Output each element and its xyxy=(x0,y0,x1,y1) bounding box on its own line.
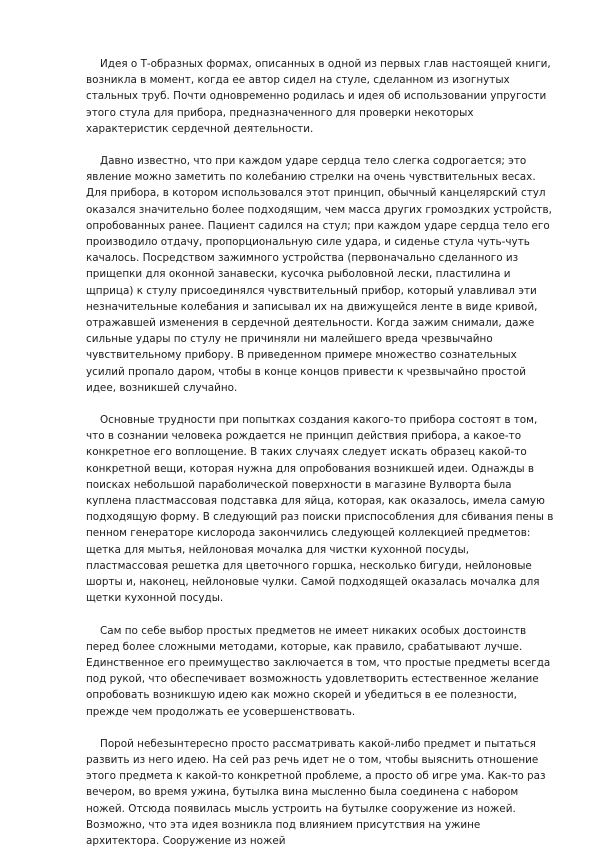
paragraph-1: Идея о Т-образных формах, описанных в одной из первых глав настоящей книги, возникла в момент, когда ее автор сидел на стуле, сделанном из изогнутых стальных труб. Почти одновременно родилась и идея об использовании упругости этого стула для прибора, предназначенного для проверки некоторых характеристик сердечной деятельности. xyxy=(86,58,551,135)
paragraph-3: Основные трудности при попытках создания какого-то прибора состоят в том, что в сознании человека рождается не принцип действия прибора, а какое-то конкретное его воплощение. В таких случаях следует искать образец какой-то конкретной вещи, которая нужна для опробования возникшей идеи. Однажды в поисках небольшой параболической поверхности в магазине Вулворта была куплена пластмассовая подставка для яйца, которая, как оказалось, имела самую подходящую форму. В следующий раз поиски приспособления для сбивания пены в пенном генераторе кислорода закончились следующей коллекцией предметов: щетка для мытья, нейлоновая мочалка для чистки кухонной посуды, пластмассовая решетка для цветочного горшка, несколько бигуди, нейлоновые шорты и, наконец, нейлоновые чулки. Самой подходящей оказалась мочалка для щетки кухонной посуды. xyxy=(86,414,554,605)
document-page xyxy=(86,56,554,865)
paragraph-4: Сам по себе выбор простых предметов не имеет никаких особых достоинств перед более сложными методами, которые, как правило, срабатывают лучше. Единственное его преимущество заключается в том, что простые предметы всегда под рукой, что обеспечивает возможность удовлетворить естественное желание опробовать возникшую идею как можно скорей и убедиться в ее полезности, прежде чем продолжать ее усовершенствовать. xyxy=(86,624,551,718)
paragraph-2: Давно известно, что при каждом ударе сердца тело слегка содрогается; это явление можно заметить по колебанию стрелки на очень чувствительных весах. Для прибора, в котором использовался этот принцип, обычный канцелярский стул оказался значительно более подходящим, чем масса других громоздких устройств, опробованных ранее. Пациент садился на стул; при каждом ударе сердца тело его производило отдачу, пропорциональную силе удара, и сиденье стула чуть-чуть качалось. Посредством зажимного устройства (первоначально сделанного из прищепки для оконной занавески, кусочка рыболовной лески, пластилина и щприца) к стулу присоединялся чувствительный прибор, который улавливал эти незначительные колебания и записывал их на движущейся ленте в виде кривой, отражавшей изменения в сердечной деятельности. Когда зажим снимали, даже сильные удары по стулу не причиняли ни малейшего вреда чрезвычайно чувствительному прибору. В приведенном примере множество сознательных усилий пропало даром, чтобы в конце концов привести к чрезвычайно простой идее, возникшей случайно. xyxy=(86,155,552,394)
paragraph-5: Порой небезынтересно просто рассматривать какой-либо предмет и пытаться развить из него идею. На сей раз речь идет не о том, чтобы выяснить отношение этого предмета к какой-то конкретной проблеме, а просто об игре ума. Как-то раз вечером, во время ужина, бутылка вина мысленно была соединена с набором ножей. Отсюда появилась мысль устроить на бутылке сооружение из ножей. Возможно, что эта идея возникла под влиянием присутствия на ужине архитектора. Сооружение из ножей xyxy=(86,737,546,847)
